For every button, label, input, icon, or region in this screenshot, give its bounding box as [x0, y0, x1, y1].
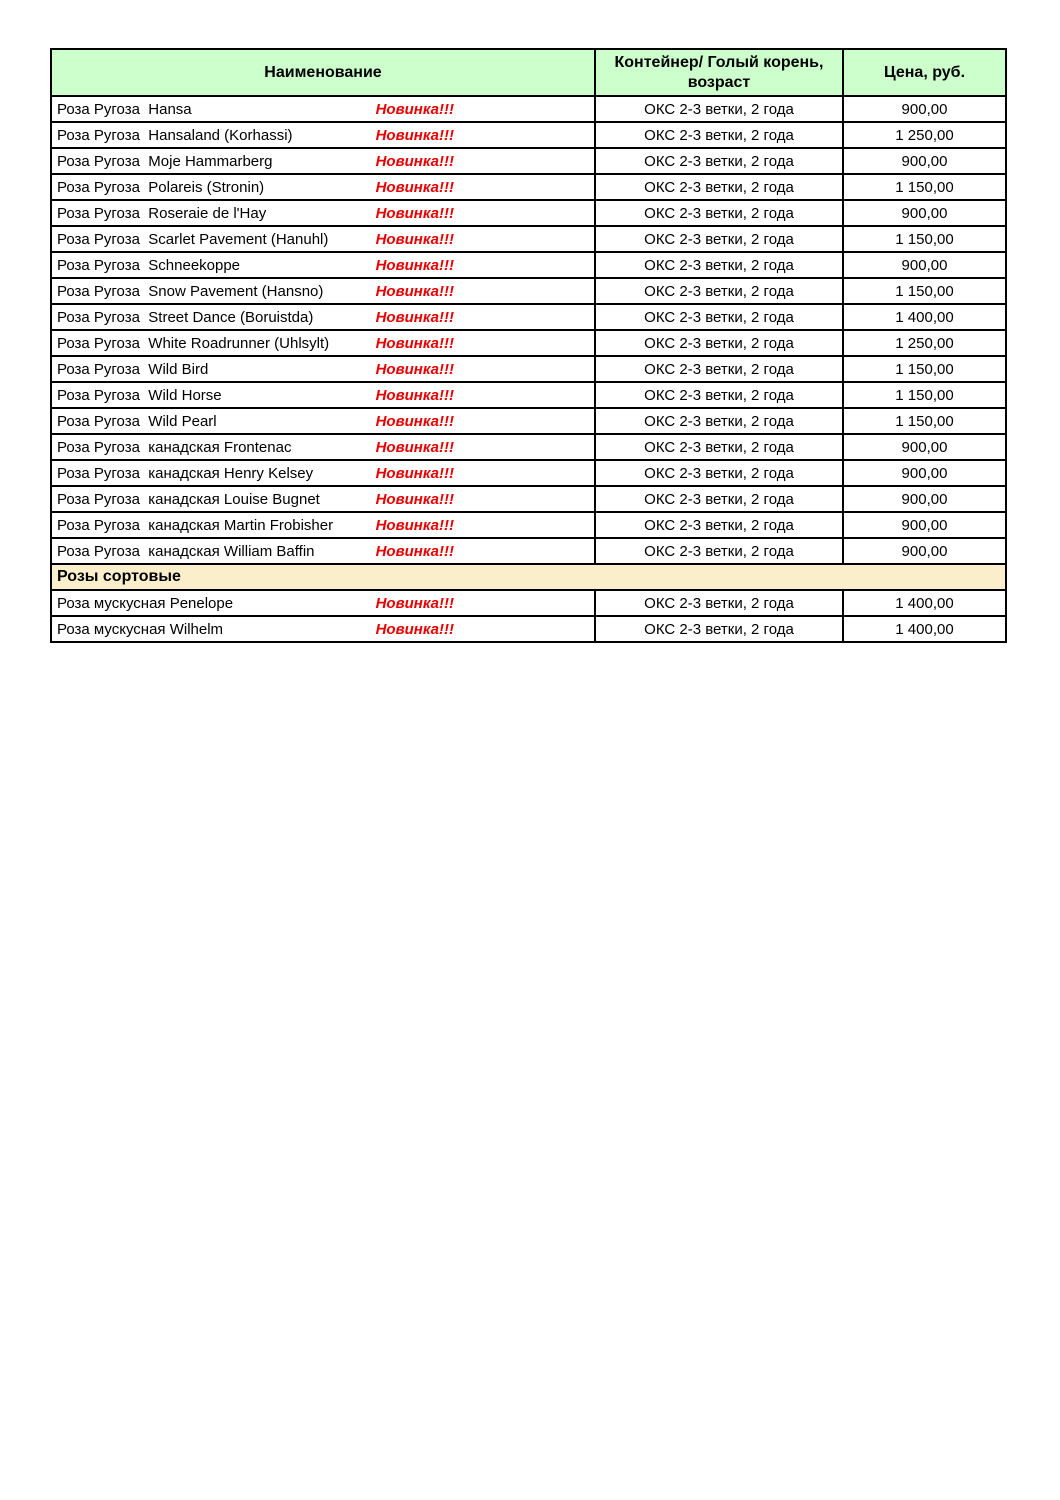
container-cell: ОКС 2-3 ветки, 2 года [595, 538, 843, 564]
price-cell: 1 150,00 [843, 226, 1006, 252]
name-cell [51, 226, 595, 252]
container-cell: ОКС 2-3 ветки, 2 года [595, 382, 843, 408]
table-row [51, 356, 1006, 382]
plant-name: Роза Ругоза канадская Frontenac [57, 438, 292, 456]
name-cell-content [52, 462, 594, 484]
name-cell-content [52, 176, 594, 198]
name-cell-content [52, 228, 594, 250]
novelty-badge: Новинка!!! [375, 594, 454, 612]
name-cell-content [52, 592, 594, 614]
name-cell-content [52, 488, 594, 510]
container-cell: ОКС 2-3 ветки, 2 года [595, 408, 843, 434]
price-table [50, 48, 1007, 643]
name-cell [51, 382, 595, 408]
plant-name: Роза Ругоза канадская William Baffin [57, 542, 315, 560]
price-cell: 900,00 [843, 200, 1006, 226]
name-cell [51, 616, 595, 642]
name-cell-content [52, 514, 594, 536]
price-cell: 1 400,00 [843, 616, 1006, 642]
container-cell: ОКС 2-3 ветки, 2 года [595, 174, 843, 200]
plant-name: Роза Ругоза Moje Hammarberg [57, 152, 273, 170]
price-cell: 1 150,00 [843, 174, 1006, 200]
name-cell-content [52, 202, 594, 224]
name-cell-content [52, 254, 594, 276]
name-cell [51, 486, 595, 512]
price-cell: 1 250,00 [843, 122, 1006, 148]
container-cell: ОКС 2-3 ветки, 2 года [595, 356, 843, 382]
container-cell: ОКС 2-3 ветки, 2 года [595, 122, 843, 148]
name-cell [51, 538, 595, 564]
header-container: Контейнер/ Голый корень, возраст [595, 49, 843, 96]
novelty-badge: Новинка!!! [375, 126, 454, 144]
table-row [51, 330, 1006, 356]
novelty-badge: Новинка!!! [375, 464, 454, 482]
plant-name: Роза мускусная Penelope [57, 594, 234, 612]
price-cell: 1 150,00 [843, 356, 1006, 382]
novelty-badge: Новинка!!! [375, 386, 454, 404]
table-row [51, 460, 1006, 486]
plant-name: Роза Ругоза Wild Horse [57, 386, 222, 404]
name-cell [51, 252, 595, 278]
container-cell: ОКС 2-3 ветки, 2 года [595, 486, 843, 512]
header-row [51, 49, 1006, 96]
novelty-badge: Новинка!!! [375, 516, 454, 534]
price-cell: 1 250,00 [843, 330, 1006, 356]
name-cell-content [52, 410, 594, 432]
table-row [51, 590, 1006, 616]
name-cell [51, 356, 595, 382]
name-cell-content [52, 150, 594, 172]
novelty-badge: Новинка!!! [375, 438, 454, 456]
header-name: Наименование [51, 49, 595, 96]
name-cell-content [52, 98, 594, 120]
container-cell: ОКС 2-3 ветки, 2 года [595, 460, 843, 486]
novelty-badge: Новинка!!! [375, 334, 454, 352]
novelty-badge: Новинка!!! [375, 256, 454, 274]
container-cell: ОКС 2-3 ветки, 2 года [595, 200, 843, 226]
table-row [51, 382, 1006, 408]
plant-name: Роза Ругоза Wild Pearl [57, 412, 217, 430]
plant-name: Роза Ругоза Roseraie de l'Hay [57, 204, 267, 222]
name-cell-content [52, 332, 594, 354]
name-cell [51, 590, 595, 616]
container-cell: ОКС 2-3 ветки, 2 года [595, 252, 843, 278]
novelty-badge: Новинка!!! [375, 308, 454, 326]
price-cell: 900,00 [843, 486, 1006, 512]
plant-name: Роза Ругоза White Roadrunner (Uhlsylt) [57, 334, 330, 352]
price-cell: 1 150,00 [843, 382, 1006, 408]
name-cell-content [52, 280, 594, 302]
container-cell: ОКС 2-3 ветки, 2 года [595, 304, 843, 330]
price-cell: 900,00 [843, 460, 1006, 486]
table-row [51, 252, 1006, 278]
name-cell [51, 148, 595, 174]
price-cell: 1 150,00 [843, 408, 1006, 434]
name-cell [51, 278, 595, 304]
plant-name: Роза Ругоза Snow Pavement (Hansno) [57, 282, 324, 300]
container-cell: ОКС 2-3 ветки, 2 года [595, 226, 843, 252]
section-header-row [51, 564, 1006, 590]
table-row [51, 486, 1006, 512]
name-cell-content [52, 124, 594, 146]
name-cell [51, 330, 595, 356]
novelty-badge: Новинка!!! [375, 490, 454, 508]
price-cell: 900,00 [843, 252, 1006, 278]
plant-name: Роза мускусная Wilhelm [57, 620, 224, 638]
novelty-badge: Новинка!!! [375, 204, 454, 222]
header-price: Цена, руб. [843, 49, 1006, 96]
plant-name: Роза Ругоза канадская Henry Kelsey [57, 464, 314, 482]
price-cell: 900,00 [843, 538, 1006, 564]
container-cell: ОКС 2-3 ветки, 2 года [595, 278, 843, 304]
container-cell: ОКС 2-3 ветки, 2 года [595, 330, 843, 356]
table-row [51, 538, 1006, 564]
price-cell: 900,00 [843, 434, 1006, 460]
section-title: Розы сортовые [51, 564, 1006, 590]
table-row [51, 616, 1006, 642]
name-cell-content [52, 540, 594, 562]
container-cell: ОКС 2-3 ветки, 2 года [595, 148, 843, 174]
name-cell-content [52, 436, 594, 458]
container-cell: ОКС 2-3 ветки, 2 года [595, 96, 843, 122]
table-row [51, 304, 1006, 330]
novelty-badge: Новинка!!! [375, 100, 454, 118]
plant-name: Роза Ругоза Scarlet Pavement (Hanuhl) [57, 230, 329, 248]
container-cell: ОКС 2-3 ветки, 2 года [595, 590, 843, 616]
plant-name: Роза Ругоза Wild Bird [57, 360, 209, 378]
name-cell [51, 434, 595, 460]
table-row [51, 174, 1006, 200]
plant-name: Роза Ругоза Polareis (Stronin) [57, 178, 265, 196]
table-row [51, 278, 1006, 304]
table-row [51, 200, 1006, 226]
table-row [51, 122, 1006, 148]
price-cell: 1 400,00 [843, 304, 1006, 330]
name-cell [51, 174, 595, 200]
price-cell: 900,00 [843, 96, 1006, 122]
plant-name: Роза Ругоза канадская Martin Frobisher [57, 516, 334, 534]
novelty-badge: Новинка!!! [375, 412, 454, 430]
price-table-body [51, 96, 1006, 642]
table-row [51, 434, 1006, 460]
name-cell [51, 512, 595, 538]
novelty-badge: Новинка!!! [375, 542, 454, 560]
table-row [51, 226, 1006, 252]
novelty-badge: Новинка!!! [375, 620, 454, 638]
plant-name: Роза Ругоза Hansa [57, 100, 192, 118]
container-cell: ОКС 2-3 ветки, 2 года [595, 616, 843, 642]
container-cell: ОКС 2-3 ветки, 2 года [595, 512, 843, 538]
name-cell [51, 408, 595, 434]
plant-name: Роза Ругоза Schneekoppe [57, 256, 241, 274]
name-cell [51, 460, 595, 486]
name-cell-content [52, 358, 594, 380]
name-cell-content [52, 384, 594, 406]
novelty-badge: Новинка!!! [375, 360, 454, 378]
price-cell: 900,00 [843, 148, 1006, 174]
plant-name: Роза Ругоза канадская Louise Bugnet [57, 490, 320, 508]
name-cell [51, 122, 595, 148]
table-row [51, 408, 1006, 434]
name-cell [51, 304, 595, 330]
table-row [51, 512, 1006, 538]
plant-name: Роза Ругоза Street Dance (Boruistda) [57, 308, 314, 326]
plant-name: Роза Ругоза Hansaland (Korhassi) [57, 126, 293, 144]
name-cell-content [52, 618, 594, 640]
table-row [51, 148, 1006, 174]
container-cell: ОКС 2-3 ветки, 2 года [595, 434, 843, 460]
name-cell [51, 200, 595, 226]
novelty-badge: Новинка!!! [375, 230, 454, 248]
table-row [51, 96, 1006, 122]
price-cell: 1 150,00 [843, 278, 1006, 304]
name-cell-content [52, 306, 594, 328]
price-cell: 1 400,00 [843, 590, 1006, 616]
novelty-badge: Новинка!!! [375, 178, 454, 196]
novelty-badge: Новинка!!! [375, 282, 454, 300]
novelty-badge: Новинка!!! [375, 152, 454, 170]
price-cell: 900,00 [843, 512, 1006, 538]
name-cell [51, 96, 595, 122]
